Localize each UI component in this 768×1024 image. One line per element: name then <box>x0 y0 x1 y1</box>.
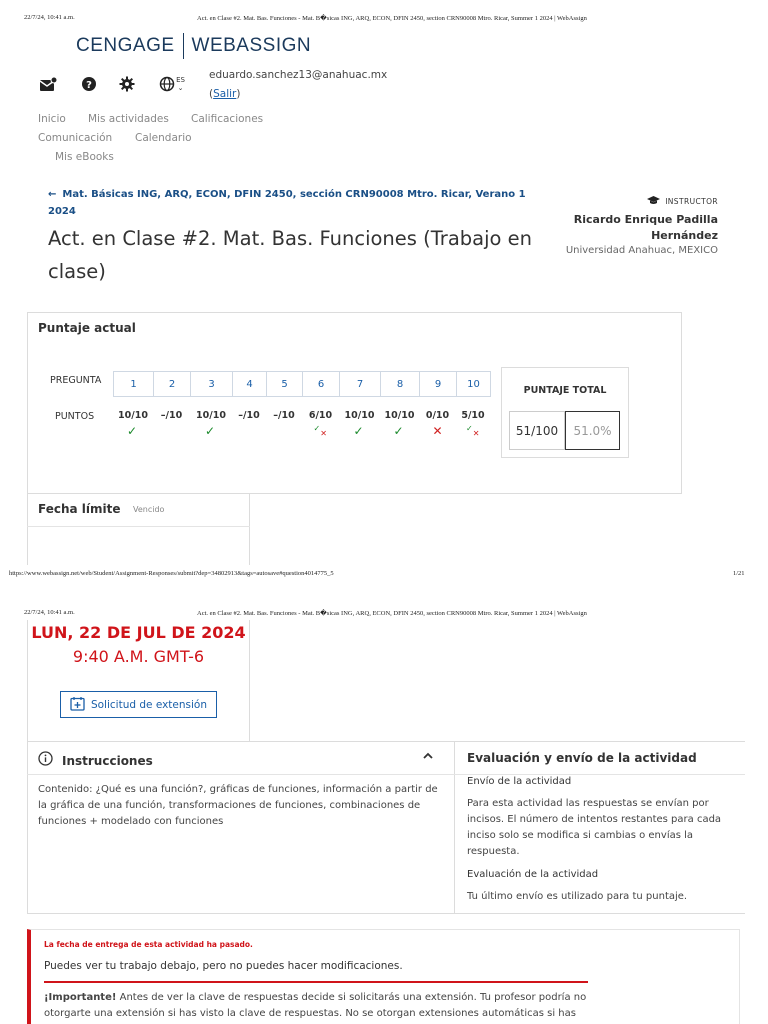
course-breadcrumb-label: Mat. Básicas ING, ARQ, ECON, DFIN 2450, sección CRN90008 Mtro. Ricar, Verano 1 2024 <box>48 189 526 217</box>
print-title: Act. en Clase #2. Mat. Bas. Funciones - Mat. B�sicas ING, ARQ, ECON, DFIN 2450, section CRN90008 Mtro. Ricar, Summer 1 2024 | WebAssign <box>197 15 587 22</box>
question-link-3[interactable]: 3 <box>190 371 233 397</box>
alert-important-text: Antes de ver la clave de respuestas decide si solicitarás una extensión. Tu profesor podría no otorgarte una extensión si has visto la clave de respuestas. No se otorgan extensiones automáticas si has <box>44 992 587 1019</box>
due-panel-divider <box>27 526 250 527</box>
points-row-label: PUNTOS <box>55 411 95 422</box>
chevron-down-icon: ⌄ <box>177 84 184 92</box>
instructions-header[interactable] <box>38 751 153 770</box>
question-points-8: 10/10 <box>384 410 415 421</box>
evaluation-divider <box>455 774 745 775</box>
question-link-2[interactable]: 2 <box>153 371 191 397</box>
correct-check-icon: ✓ <box>205 424 216 438</box>
alert-divider <box>44 981 588 983</box>
question-points-5: –/10 <box>273 410 295 421</box>
instructor-label: INSTRUCTOR <box>665 197 718 206</box>
question-link-6[interactable]: 6 <box>302 371 340 397</box>
help-icon[interactable] <box>79 74 99 94</box>
question-link-9[interactable]: 9 <box>419 371 457 397</box>
question-points-1: 10/10 <box>118 410 148 421</box>
product-name: WEBASSIGN <box>191 35 312 56</box>
print-title-2: Act. en Clase #2. Mat. Bas. Funciones - Mat. B�sicas ING, ARQ, ECON, DFIN 2450, section CRN90008 Mtro. Ricar, Summer 1 2024 | WebAssign <box>197 610 587 617</box>
graduation-cap-icon <box>647 196 660 207</box>
nav-mis-ebooks[interactable]: Mis eBooks <box>55 151 114 163</box>
nav-comunicacion[interactable]: Comunicación <box>38 132 113 144</box>
logout-wrapper <box>209 88 240 100</box>
logout-link[interactable]: Salir <box>213 88 237 100</box>
total-score-percent: 51.0% <box>565 411 620 450</box>
print-url: https://www.webassign.net/web/Student/Assignment-Responses/submit?dep=34802913&tags=autosave#question4014775_5 <box>9 570 334 577</box>
question-points-6: 6/10 <box>308 410 333 421</box>
instructions-heading: Instrucciones <box>62 753 153 768</box>
print-page-number: 1/21 <box>733 570 745 577</box>
course-breadcrumb[interactable] <box>48 186 528 220</box>
question-link-1[interactable]: 1 <box>113 371 154 397</box>
grading-title: Evaluación de la actividad <box>467 869 599 880</box>
logout-open-paren: ( <box>209 88 214 100</box>
calendar-plus-icon <box>70 696 85 714</box>
alert-important <box>44 990 589 1022</box>
total-score-label: PUNTAJE TOTAL <box>523 385 607 396</box>
cengage-webassign-logo[interactable] <box>42 32 311 60</box>
arrow-left-icon: ← <box>48 189 57 200</box>
request-extension-button[interactable] <box>60 691 217 718</box>
chevron-up-icon[interactable] <box>422 750 434 765</box>
question-points-4: –/10 <box>238 410 260 421</box>
question-points-10: 5/10 <box>461 410 485 421</box>
alert-important-label: ¡Importante! <box>44 992 117 1003</box>
logout-close-paren: ) <box>236 88 241 100</box>
logo-divider <box>183 33 184 59</box>
partial-credit-icon: $✓_✕$ <box>313 424 327 438</box>
question-points-9: 0/10 <box>425 410 450 421</box>
nav-calendario[interactable]: Calendario <box>135 132 192 144</box>
nav-calificaciones[interactable]: Calificaciones <box>191 113 264 125</box>
page-title: Act. en Clase #2. Mat. Bas. Funciones (Trabajo en clase) <box>48 227 532 283</box>
total-score-points: 51/100 <box>509 411 565 450</box>
question-link-8[interactable]: 8 <box>380 371 420 397</box>
nav-mis-actividades[interactable]: Mis actividades <box>88 113 169 125</box>
brand-name: CENGAGE <box>76 35 175 56</box>
question-link-10[interactable]: 10 <box>456 371 491 397</box>
alert-text: Puedes ver tu trabajo debajo, pero no puedes hacer modificaciones. <box>44 960 403 972</box>
messages-icon[interactable] <box>38 75 58 95</box>
instructor-tag <box>647 196 718 207</box>
incorrect-x-icon: ✕ <box>432 424 443 438</box>
instructions-content: Contenido: ¿Qué es una función?, gráficas de funciones, información a partir de la gráfica de una función, transformaciones de funciones, combinaciones de funciones + modelado con funciones <box>38 784 438 827</box>
due-status: Vencido <box>133 505 165 514</box>
alert-title: La fecha de entrega de esta actividad ha pasado. <box>44 940 253 949</box>
due-heading: Fecha límite <box>38 502 121 516</box>
submission-text: Para esta actividad las respuestas se envían por incisos. El número de intentos restantes para cada inciso solo se modifica si cambias o envías la respuesta. <box>467 798 722 857</box>
question-row-label: PREGUNTA <box>50 375 102 386</box>
instructions-divider <box>27 774 455 775</box>
question-link-4[interactable]: 4 <box>232 371 267 397</box>
due-date: LUN, 22 DE JUL DE 2024 <box>31 623 246 642</box>
settings-gear-icon[interactable] <box>117 74 137 94</box>
info-icon <box>38 751 53 770</box>
nav-inicio[interactable]: Inicio <box>38 113 66 125</box>
svg-text:?: ? <box>86 80 92 91</box>
instructor-university: Universidad Anahuac, MEXICO <box>565 245 718 256</box>
partial-credit-icon: $✓_✕$ <box>466 424 480 438</box>
grading-text: Tu último envío es utilizado para tu puntaje. <box>467 891 688 902</box>
print-datetime-2: 22/7/24, 10:41 a.m. <box>24 609 75 616</box>
question-points-2: –/10 <box>160 410 183 421</box>
score-heading: Puntaje actual <box>38 321 136 335</box>
question-link-5[interactable]: 5 <box>266 371 303 397</box>
print-datetime: 22/7/24, 10:41 a.m. <box>24 14 75 21</box>
due-time: 9:40 A.M. GMT-6 <box>72 647 205 666</box>
correct-check-icon: ✓ <box>393 424 404 438</box>
evaluation-heading: Evaluación y envío de la actividad <box>467 751 697 765</box>
user-email: eduardo.sanchez13@anahuac.mx <box>209 69 388 81</box>
question-points-3: 10/10 <box>196 410 226 421</box>
request-extension-label: Solicitud de extensión <box>90 698 208 711</box>
correct-check-icon: ✓ <box>353 424 364 438</box>
correct-check-icon: ✓ <box>127 424 138 438</box>
language-globe-icon[interactable] <box>157 74 187 94</box>
question-points-7: 10/10 <box>344 410 375 421</box>
instructor-name: Ricardo Enrique Padilla Hernández <box>573 213 718 242</box>
language-code: ES <box>176 76 185 84</box>
submission-title: Envío de la actividad <box>467 776 572 787</box>
question-link-7[interactable]: 7 <box>339 371 381 397</box>
